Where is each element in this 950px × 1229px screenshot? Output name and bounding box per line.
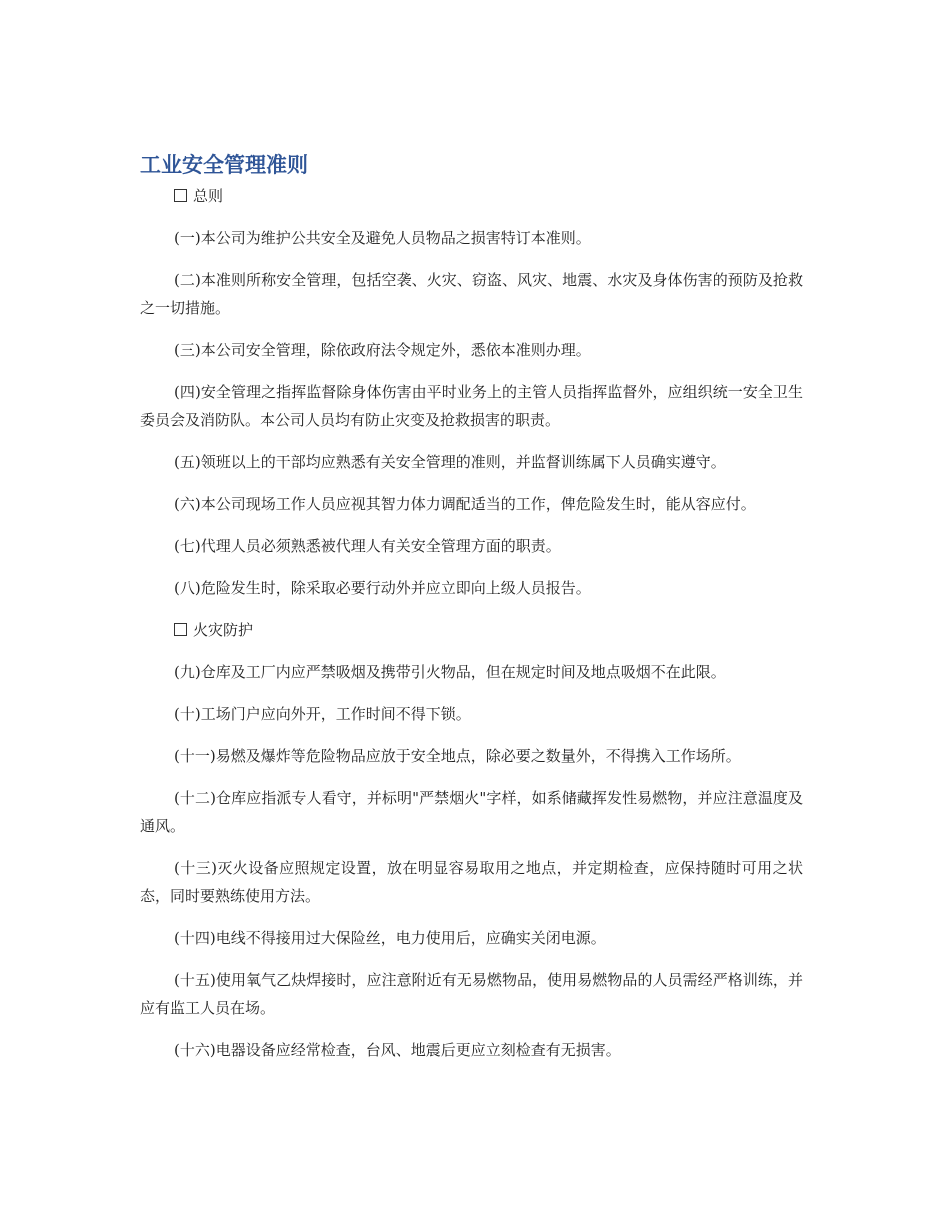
paragraph: (十五)使用氧气乙炔焊接时，应注意附近有无易燃物品，使用易燃物品的人员需经严格训练，并应有监工人员在场。 <box>140 971 803 1017</box>
document-title: 工业安全管理准则 <box>140 153 308 177</box>
paragraph: (六)本公司现场工作人员应视其智力体力调配适当的工作，俾危险发生时，能从容应付。 <box>174 495 756 513</box>
section-fire-protection <box>140 616 803 1064</box>
paragraph: (十六)电器设备应经常检查，台风、地震后更应立刻检查有无损害。 <box>174 1041 621 1059</box>
paragraph: (十二)仓库应指派专人看守，并标明"严禁烟火"字样，如系储藏挥发性易燃物，并应注意温度及通风。 <box>140 789 803 835</box>
section-heading-text: 火灾防护 <box>193 621 254 639</box>
paragraph: (十一)易燃及爆炸等危险物品应放于安全地点，除必要之数量外，不得携入工作场所。 <box>174 747 741 765</box>
section-general <box>140 182 803 602</box>
paragraph: (十四)电线不得接用过大保险丝，电力使用后，应确实关闭电源。 <box>174 929 606 947</box>
paragraph: (十)工场门户应向外开，工作时间不得下锁。 <box>174 705 471 723</box>
document-page <box>140 150 803 1078</box>
paragraph: (八)危险发生时，除采取必要行动外并应立即向上级人员报告。 <box>174 579 591 597</box>
paragraph: (五)领班以上的干部均应熟悉有关安全管理的准则，并监督训练属下人员确实遵守。 <box>174 453 726 471</box>
paragraph: (二)本准则所称安全管理，包括空袭、火灾、窃盗、风灾、地震、水灾及身体伤害的预防及抢救之一切措施。 <box>140 271 803 317</box>
paragraph: (十三)灭火设备应照规定设置，放在明显容易取用之地点，并定期检查，应保持随时可用之状态，同时要熟练使用方法。 <box>140 859 803 905</box>
checkbox-square-icon <box>174 623 187 636</box>
checkbox-square-icon <box>174 189 187 202</box>
paragraph: (七)代理人员必须熟悉被代理人有关安全管理方面的职责。 <box>174 537 561 555</box>
section-heading-text: 总则 <box>193 187 224 205</box>
section-heading <box>140 616 803 644</box>
section-heading <box>140 182 803 210</box>
paragraph: (九)仓库及工厂内应严禁吸烟及携带引火物品，但在规定时间及地点吸烟不在此限。 <box>174 663 726 681</box>
paragraph: (一)本公司为维护公共安全及避免人员物品之损害特订本准则。 <box>174 229 591 247</box>
paragraph: (三)本公司安全管理，除依政府法令规定外，悉依本准则办理。 <box>174 341 591 359</box>
paragraph: (四)安全管理之指挥监督除身体伤害由平时业务上的主管人员指挥监督外，应组织统一安全卫生委员会及消防队。本公司人员均有防止灾变及抢救损害的职责。 <box>140 383 803 429</box>
